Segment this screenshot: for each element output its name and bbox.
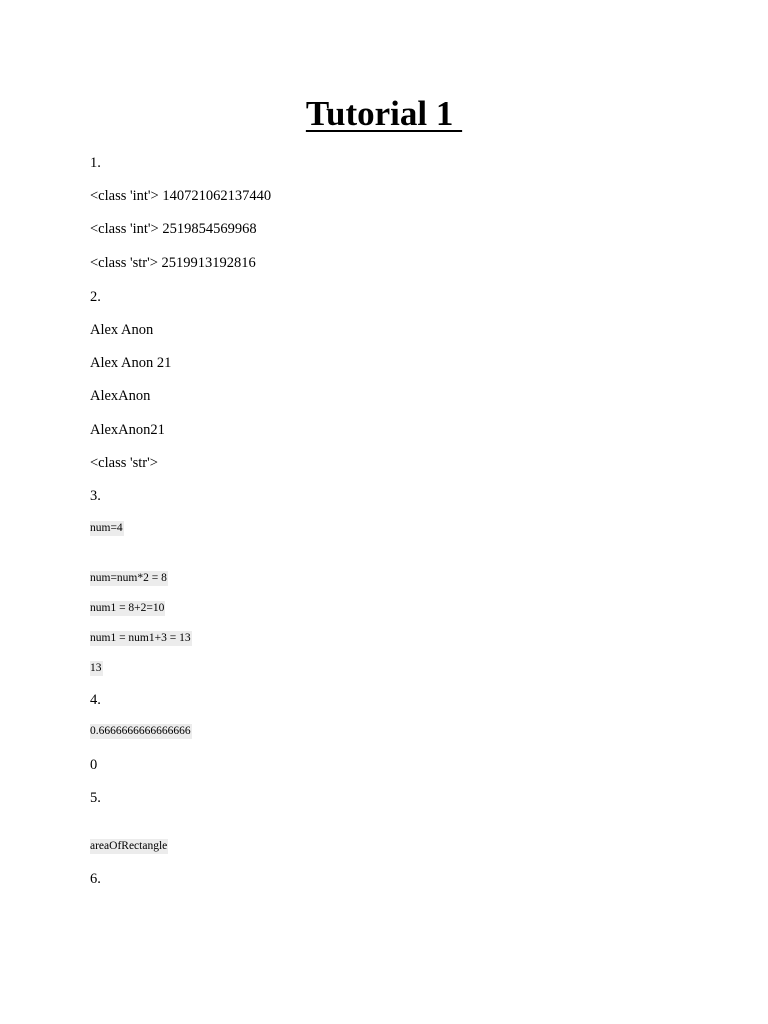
code-line: 13 [90,662,102,674]
output-line: AlexAnon [90,388,151,404]
output-line: <class 'str'> [90,455,158,471]
code-line: num1 = 8+2=10 [90,602,165,614]
page-title [0,92,768,136]
code-line: areaOfRectangle [90,840,168,852]
question-number-4: 4. [90,692,101,708]
output-line: Alex Anon [90,322,154,338]
question-number-1: 1. [90,155,101,171]
question-number-3: 3. [90,488,101,504]
code-line: 0.6666666666666666 [90,725,191,737]
output-line: 0 [90,757,98,773]
question-number-6: 6. [90,871,101,887]
question-number-2: 2. [90,289,101,305]
output-line: <class 'int'> 140721062137440 [90,188,272,204]
code-line: num=num*2 = 8 [90,572,167,584]
output-line: Alex Anon 21 [90,355,172,371]
title-text: Tutorial 1 [305,94,463,133]
output-line: <class 'str'> 2519913192816 [90,255,256,271]
code-line: num=4 [90,522,123,534]
code-line: num1 = num1+3 = 13 [90,632,191,644]
question-number-5: 5. [90,790,101,806]
output-line: <class 'int'> 2519854569968 [90,221,257,237]
output-line: AlexAnon21 [90,422,165,438]
